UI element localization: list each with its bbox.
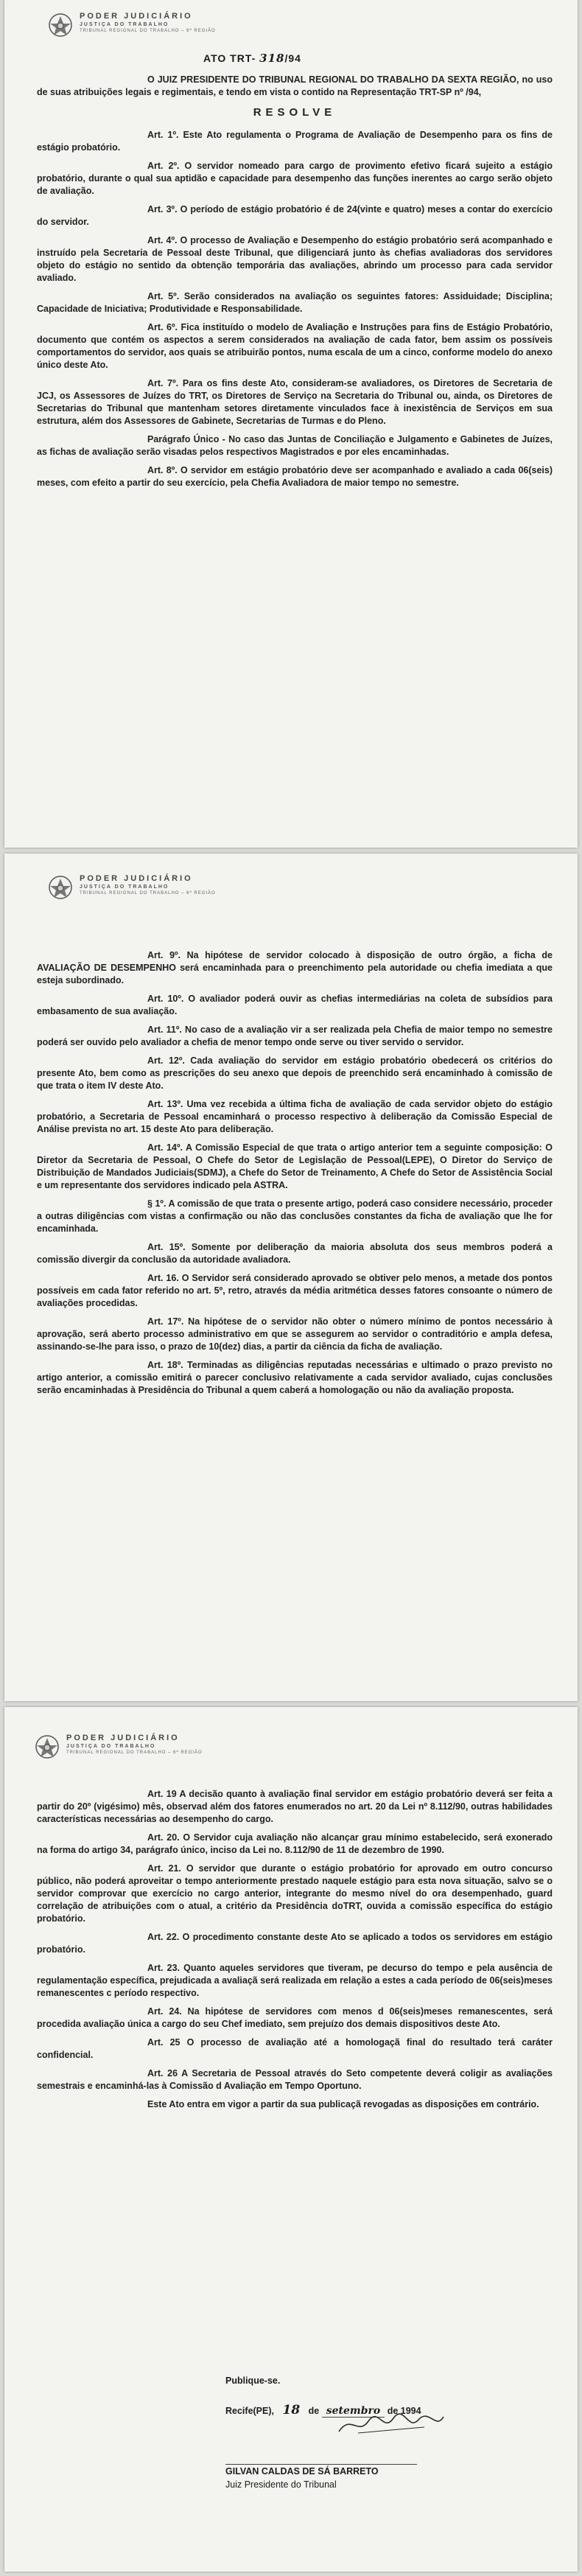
paragraph-1: § 1º. A comissão de que trata o presente artigo, poderá caso considere necessário, proceder a outras diligências com vistas a confirmação ou não das conclusões constantes da ficha de avaliação que lhe for encaminhada. [37, 1198, 553, 1234]
ato-title [203, 52, 542, 65]
publish-line: Publique-se. [225, 2376, 281, 2386]
date-year: 1994 [400, 2406, 421, 2416]
letterhead-court: TRIBUNAL REGIONAL DO TRABALHO – 6ª REGIÃO [80, 29, 216, 33]
article: Art. 17º. Na hipótese de o servidor não obter o número mínimo de pontos necessário à aprovação, será aberto processo administrativo em que se assegurem ao servidor o contraditório e ampla defesa, assinando-se-lhe para isso, o prazo de 10(dez) dias, a partir da ciência da ficha de avaliação. [37, 1316, 553, 1352]
ato-number: 318 [259, 52, 285, 65]
article: Art. 9º. Na hipótese de servidor colocado à disposição de outro órgão, a ficha de AVALIAÇÃO DE DESEMPENHO será encaminhada para o preenchimento pela autoridade ou chefia imediata a que esteja subordinado. [37, 950, 553, 985]
letterhead-subtitle: JUSTIÇA DO TRABALHO [80, 884, 169, 890]
effective-clause: Este Ato entra em vigor a partir da sua publicaçã revogadas as disposições em contrário. [147, 2099, 539, 2109]
article: Art. 5º. Serão considerados na avaliação os seguintes fatores: Assiduidade; Disciplina; Capacidade de Iniciativa; Produtividade e Responsabilidade. [37, 291, 553, 314]
letterhead-court: TRIBUNAL REGIONAL DO TRABALHO – 6ª REGIÃO [80, 891, 216, 896]
article: Art. 19 A decisão quanto à avaliação final servidor em estágio probatório deverá ser feita a partir do 20º (vigésimo) mês, observad além dos fatores enumerados no art. 20 da Lei nº 8.112/90, outras habilidades características necessárias ao desempenho do cargo. [37, 1789, 553, 1824]
document-page-1 [4, 0, 578, 848]
page1-body [37, 74, 553, 495]
article: Art. 23. Quanto aqueles servidores que tiveram, pe decurso do tempo e pela ausência de regulamentação específica, prejudicada a avaliaçã será realizada em relação a estes a cada período de 06(seis)meses remanescentes c período respectivo. [37, 1963, 553, 1998]
date-month: setembro [322, 2405, 385, 2418]
paragraph-unico: Parágrafo Único - No caso das Juntas de Conciliação e Julgamento e Gabinetes de Juízes, as fichas de avaliação serão visadas pelos respectivos Magistrados e por eles encaminhadas. [37, 434, 553, 457]
signer-name: GILVAN CALDAS DE SÁ BARRETO [225, 2466, 379, 2476]
article: Art. 26 A Secretaria de Pessoal através do Seto competente deverá coligir as avaliações semestrais e encaminhá-las à Comissão d Avaliação em Tempo Oportuno. [37, 2068, 553, 2091]
article: Art. 4º. O processo de Avaliação e Desempenho do estágio probatório será acompanhado e instruído pela Secretaria de Pessoal deste Tribunal, que diligenciará junto às chefias avaliadoras dos servidores objeto do estágio no sentido da obtenção temporária das avaliações, abrindo um processo para cada servidor avaliado. [37, 235, 553, 283]
resolve-heading: RESOLVE [253, 106, 337, 119]
place: Recife(PE), [225, 2406, 274, 2416]
coat-of-arms-icon [47, 10, 74, 38]
article: Art. 15º. Somente por deliberação da maioria absoluta dos seus membros poderá a comissão divergir da conclusão da autoridade avaliadora. [37, 1242, 553, 1265]
handwritten-signature [336, 2411, 446, 2437]
article: Art. 24. Na hipótese de servidores com menos d 06(seis)meses remanescentes, será procedida avaliação única a cargo do seu Chef imediato, sem prejuízo dos demais dispositivos deste Ato. [37, 2006, 553, 2029]
article: Art. 16. O Servidor será considerado aprovado se obtiver pelo menos, a metade dos pontos possíveis em cada fator referido no art. 5º, retro, através da média aritmética desses fatores consoante o número de avaliações procedidas. [37, 1273, 553, 1308]
article: Art. 21. O servidor que durante o estágio probatório for aprovado em outro concurso público, não poderá aproveitar o tempo anteriormente prestado naquele estágio para esta nova situação, salvo se o servidor comprovar que exercício no cargo anterior, integrante do mesmo nível do ora desempenhado, guard correlação de atribuições com o atual, a critério da Presidência doTRT, ouvida a comissão específica do estágio probatório. [37, 1863, 553, 1924]
letterhead-subtitle: JUSTIÇA DO TRABALHO [66, 1744, 156, 1749]
ato-year: /94 [284, 52, 301, 64]
article: Art. 8º. O servidor em estágio probatório deve ser acompanhado e avaliado a cada 06(seis) meses, com efeito a partir do seu exercício, pela Chefia Avaliadora de maior tempo no semestre. [37, 465, 553, 488]
coat-of-arms-icon [34, 1732, 60, 1760]
article: Art. 18º. Terminadas as diligências reputadas necessárias e ultimado o prazo previsto no artigo anterior, a comissão emitirá o parecer conclusivo relativamente a cada servidor avaliado, cujas conclusões serão encaminhadas à Presidência do Tribunal a quem caberá a homologação ou não da avaliação proposta. [37, 1360, 553, 1395]
signer-title: Juiz Presidente do Tribunal [225, 2479, 337, 2490]
preamble: O JUIZ PRESIDENTE DO TRIBUNAL REGIONAL DO TRABALHO DA SEXTA REGIÃO, no uso de suas atribuições legais e regimentais, e tendo em vista o contido na Representação TRT-SP nº /94, [37, 74, 553, 97]
letterhead-title: PODER JUDICIÁRIO [80, 874, 193, 883]
article: Art. 14º. A Comissão Especial de que trata o artigo anterior tem a seguinte composição: O Diretor da Secretaria de Pessoal, O Chefe do Setor de Legislação de Pessoal(LEPE), O Diretor do Serviço de Distribuição de Mandados Judiciais(SDMJ), a Chefe do Setor de Treinamento, A Chefe do Setor de Assistência Social e um representante dos servidores indicado pela ASTRA. [37, 1142, 553, 1190]
article: Art. 25 O processo de avaliação até a homologaçã final do resultado terá caráter confidencial. [37, 2037, 553, 2060]
article: Art. 11º. No caso de a avaliação vir a ser realizada pela Chefia de maior tempo no semestre poderá ser ouvido pelo avaliador a chefia de menor tempo onde serve ou tiver servido o servidor. [37, 1025, 553, 1047]
article: Art. 12º. Cada avaliação do servidor em estágio probatório obedecerá os critérios do presente Ato, bem como as prescrições do seu anexo que depois de preenchido será encaminhado à comissão de que trata o item IV deste Ato. [37, 1055, 553, 1091]
document-page-3 [4, 1707, 578, 2572]
article: Art. 6º. Fica instituído o modelo de Avaliação e Instruções para fins de Estágio Probatório, documento que contém os aspectos a serem considerados na avaliação de cada fator, bem assim os possíveis comportamentos do servidor, aos quais se atribuirão pontos, numa escala de um a cinco, conforme modelo do anexo único deste Ato. [37, 322, 553, 370]
page3-body [37, 1788, 553, 2117]
article: Art. 22. O procedimento constante deste Ato se aplicado a todos os servidores em estágio probatório. [37, 1932, 553, 1955]
signature-block [225, 2374, 535, 2491]
date-of: de [387, 2406, 399, 2416]
date-of: de [308, 2406, 320, 2416]
letterhead-title: PODER JUDICIÁRIO [66, 1734, 180, 1742]
article: Art. 13º. Uma vez recebida a última ficha de avaliação de cada servidor objeto do estágio probatório, a Secretaria de Pessoal encaminhará o processo respectivo à deliberação da Comissão Especial de Análise prevista no art. 15 deste Ato para deliberação. [37, 1099, 553, 1134]
document-page-2 [4, 854, 578, 1701]
article: Art. 20. O Servidor cuja avaliação não alcançar grau mínimo estabelecido, será exonerado na forma do artigo 34, parágrafo único, inciso da Lei no. 8.112/90 de 11 de dezembro de 1990. [37, 1832, 553, 1855]
article: Art. 3º. O período de estágio probatório é de 24(vinte e quatro) meses a contar do exercício do servidor. [37, 204, 553, 227]
date-day: 18 [282, 2403, 301, 2418]
article: Art. 7º. Para os fins deste Ato, consideram-se avaliadores, os Diretores de Secretaria de JCJ, os Assessores de Juízes do TRT, os Diretores de Serviço na Secretaria do Tribunal ou, ainda, os Diretores de Secretarias do Tribunal que mantenham setores diretamente vinculados face à inexistência de Serviços em sua estrutura, além dos Assessores de Gabinete, Secretarias de Turmas e do Pleno. [37, 378, 553, 426]
article: Art. 1º. Este Ato regulamenta o Programa de Avaliação de Desempenho para os fins de estágio probatório. [37, 130, 553, 153]
article: Art. 2º. O servidor nomeado para cargo de provimento efetivo ficará sujeito a estágio probatório, durante o qual sua aptidão e capacidade para desempenho das funções inerentes ao cargo serão objeto de avaliação. [37, 161, 553, 196]
ato-label: ATO TRT- [203, 52, 256, 64]
letterhead-title: PODER JUDICIÁRIO [80, 12, 193, 21]
article: Art. 10º. O avaliador poderá ouvir as chefias intermediárias na coleta de subsídios para embasamento de sua avaliação. [37, 994, 553, 1016]
page2-body [37, 949, 553, 1403]
coat-of-arms-icon [47, 873, 74, 901]
letterhead-subtitle: JUSTIÇA DO TRABALHO [80, 22, 169, 27]
letterhead-court: TRIBUNAL REGIONAL DO TRABALHO – 6ª REGIÃO [66, 1751, 203, 1755]
